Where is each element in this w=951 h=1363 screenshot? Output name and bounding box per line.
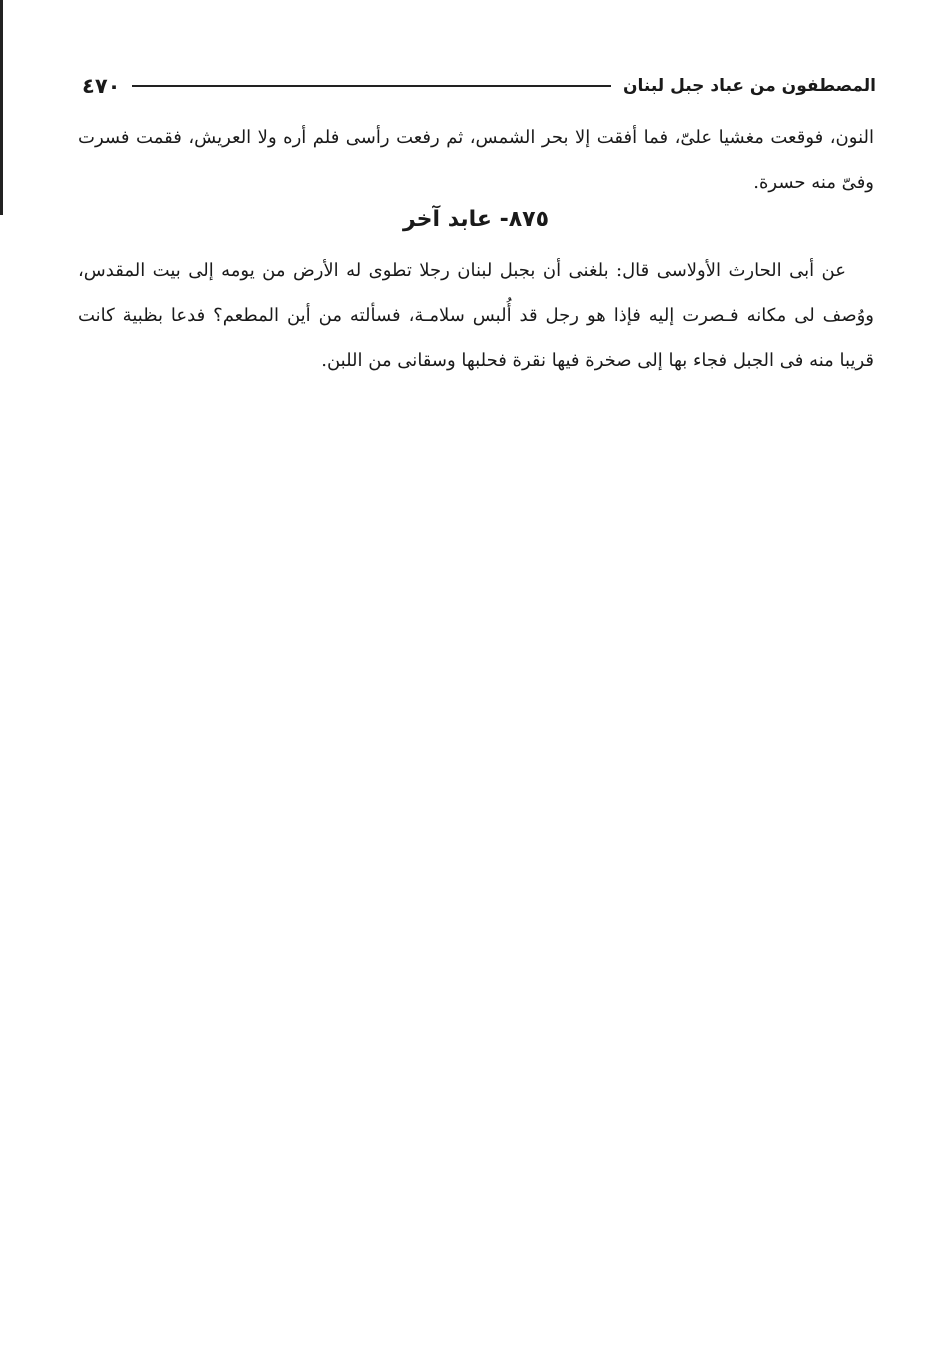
section-heading: ٨٧٥- عابد آخر [402,207,550,232]
section-paragraph-text: عن أبى الحارث الأولاسى قال: بلغنى أن بجبل لبنان رجلا تطوى له الأرض من يومه إلى بيت المقدس، ووُصف لى مكانه فـصرت إليه فإذا هو رجل قد أُلبس سلامـة، فسألته من أين المطعم؟ فدعا بظبية كانت قريبا منه فى الجبل فجاء بها إلى صخرة فيها نقرة فحلبها وسقانى من اللبن. [78,260,874,371]
continuation-paragraph [78,115,874,205]
page-binding-edge [0,0,3,215]
running-header [78,66,876,106]
section-paragraph [78,248,874,383]
header-rule [132,85,611,87]
running-header-title: المصطفون من عباد جبل لبنان [623,76,876,96]
page-number: ٤٧٠ [82,74,121,98]
continuation-paragraph-text: النون، فوقعت مغشيا علىّ، فما أفقت إلا بحر الشمس، ثم رفعت رأسى فلم أره ولا العريش، فقمت فسرت وفىّ منه حسرة. [78,127,874,193]
